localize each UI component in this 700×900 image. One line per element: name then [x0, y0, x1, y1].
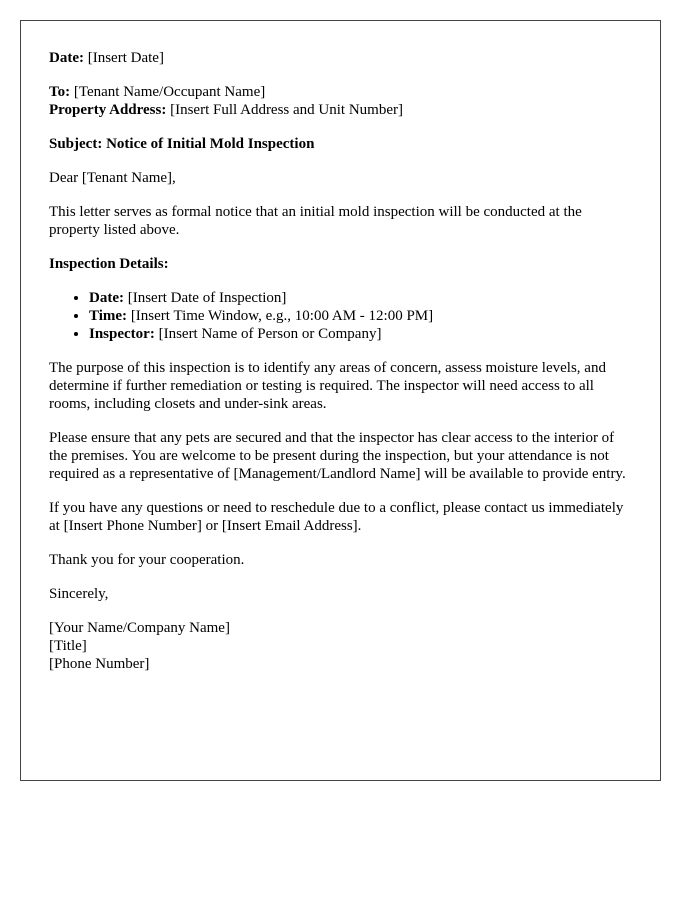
- address-value: [Insert Full Address and Unit Number]: [170, 102, 403, 118]
- intro-paragraph: This letter serves as formal notice that an initial mold inspection will be conducted at the property listed above.: [49, 204, 582, 238]
- details-item-inspector: [89, 325, 632, 343]
- to-label: To:: [49, 84, 71, 100]
- details-item-date: [89, 289, 632, 307]
- thanks-paragraph: Thank you for your cooperation.: [49, 552, 245, 568]
- date-label: Date:: [49, 50, 84, 66]
- details-item-value: [Insert Name of Person or Company]: [158, 326, 382, 342]
- pets-paragraph: Please ensure that any pets are secured and that the inspector has clear access to the interior of the premises. You are welcome to be present during the inspection, but your attendance is not required as a representative of [Management/Landlord Name] will be available to provide entry.: [49, 430, 626, 482]
- signature-phone: [Phone Number]: [49, 656, 150, 672]
- details-item-value: [Insert Time Window, e.g., 10:00 AM - 12:00 PM]: [130, 308, 434, 324]
- date-value: [Insert Date]: [87, 50, 164, 66]
- details-item-label: Date:: [89, 290, 124, 306]
- details-item-time: [89, 307, 632, 325]
- contact-paragraph: If you have any questions or need to reschedule due to a conflict, please contact us immediately at [Insert Phone Number] or [Insert Email Address].: [49, 500, 624, 534]
- to-value: [Tenant Name/Occupant Name]: [73, 84, 266, 100]
- date-line: [49, 49, 632, 67]
- signature-block: [49, 619, 632, 673]
- details-item-label: Time:: [89, 308, 128, 324]
- address-label: Property Address:: [49, 102, 167, 118]
- address-line: [49, 101, 632, 119]
- salutation: Dear [Tenant Name],: [49, 170, 176, 186]
- details-heading: Inspection Details:: [49, 256, 169, 272]
- letter-document: [20, 20, 661, 781]
- sign-off: Sincerely,: [49, 586, 109, 602]
- subject-line: Subject: Notice of Initial Mold Inspection: [49, 136, 315, 152]
- recipient-block: [49, 83, 632, 119]
- details-list: [49, 289, 632, 343]
- to-line: [49, 83, 632, 101]
- details-item-value: [Insert Date of Inspection]: [127, 290, 287, 306]
- signature-name: [Your Name/Company Name]: [49, 620, 230, 636]
- purpose-paragraph: The purpose of this inspection is to identify any areas of concern, assess moisture levels, and determine if further remediation or testing is required. The inspector will need access to all rooms, including closets and under-sink areas.: [49, 360, 606, 412]
- signature-title: [Title]: [49, 638, 87, 654]
- details-item-label: Inspector:: [89, 326, 155, 342]
